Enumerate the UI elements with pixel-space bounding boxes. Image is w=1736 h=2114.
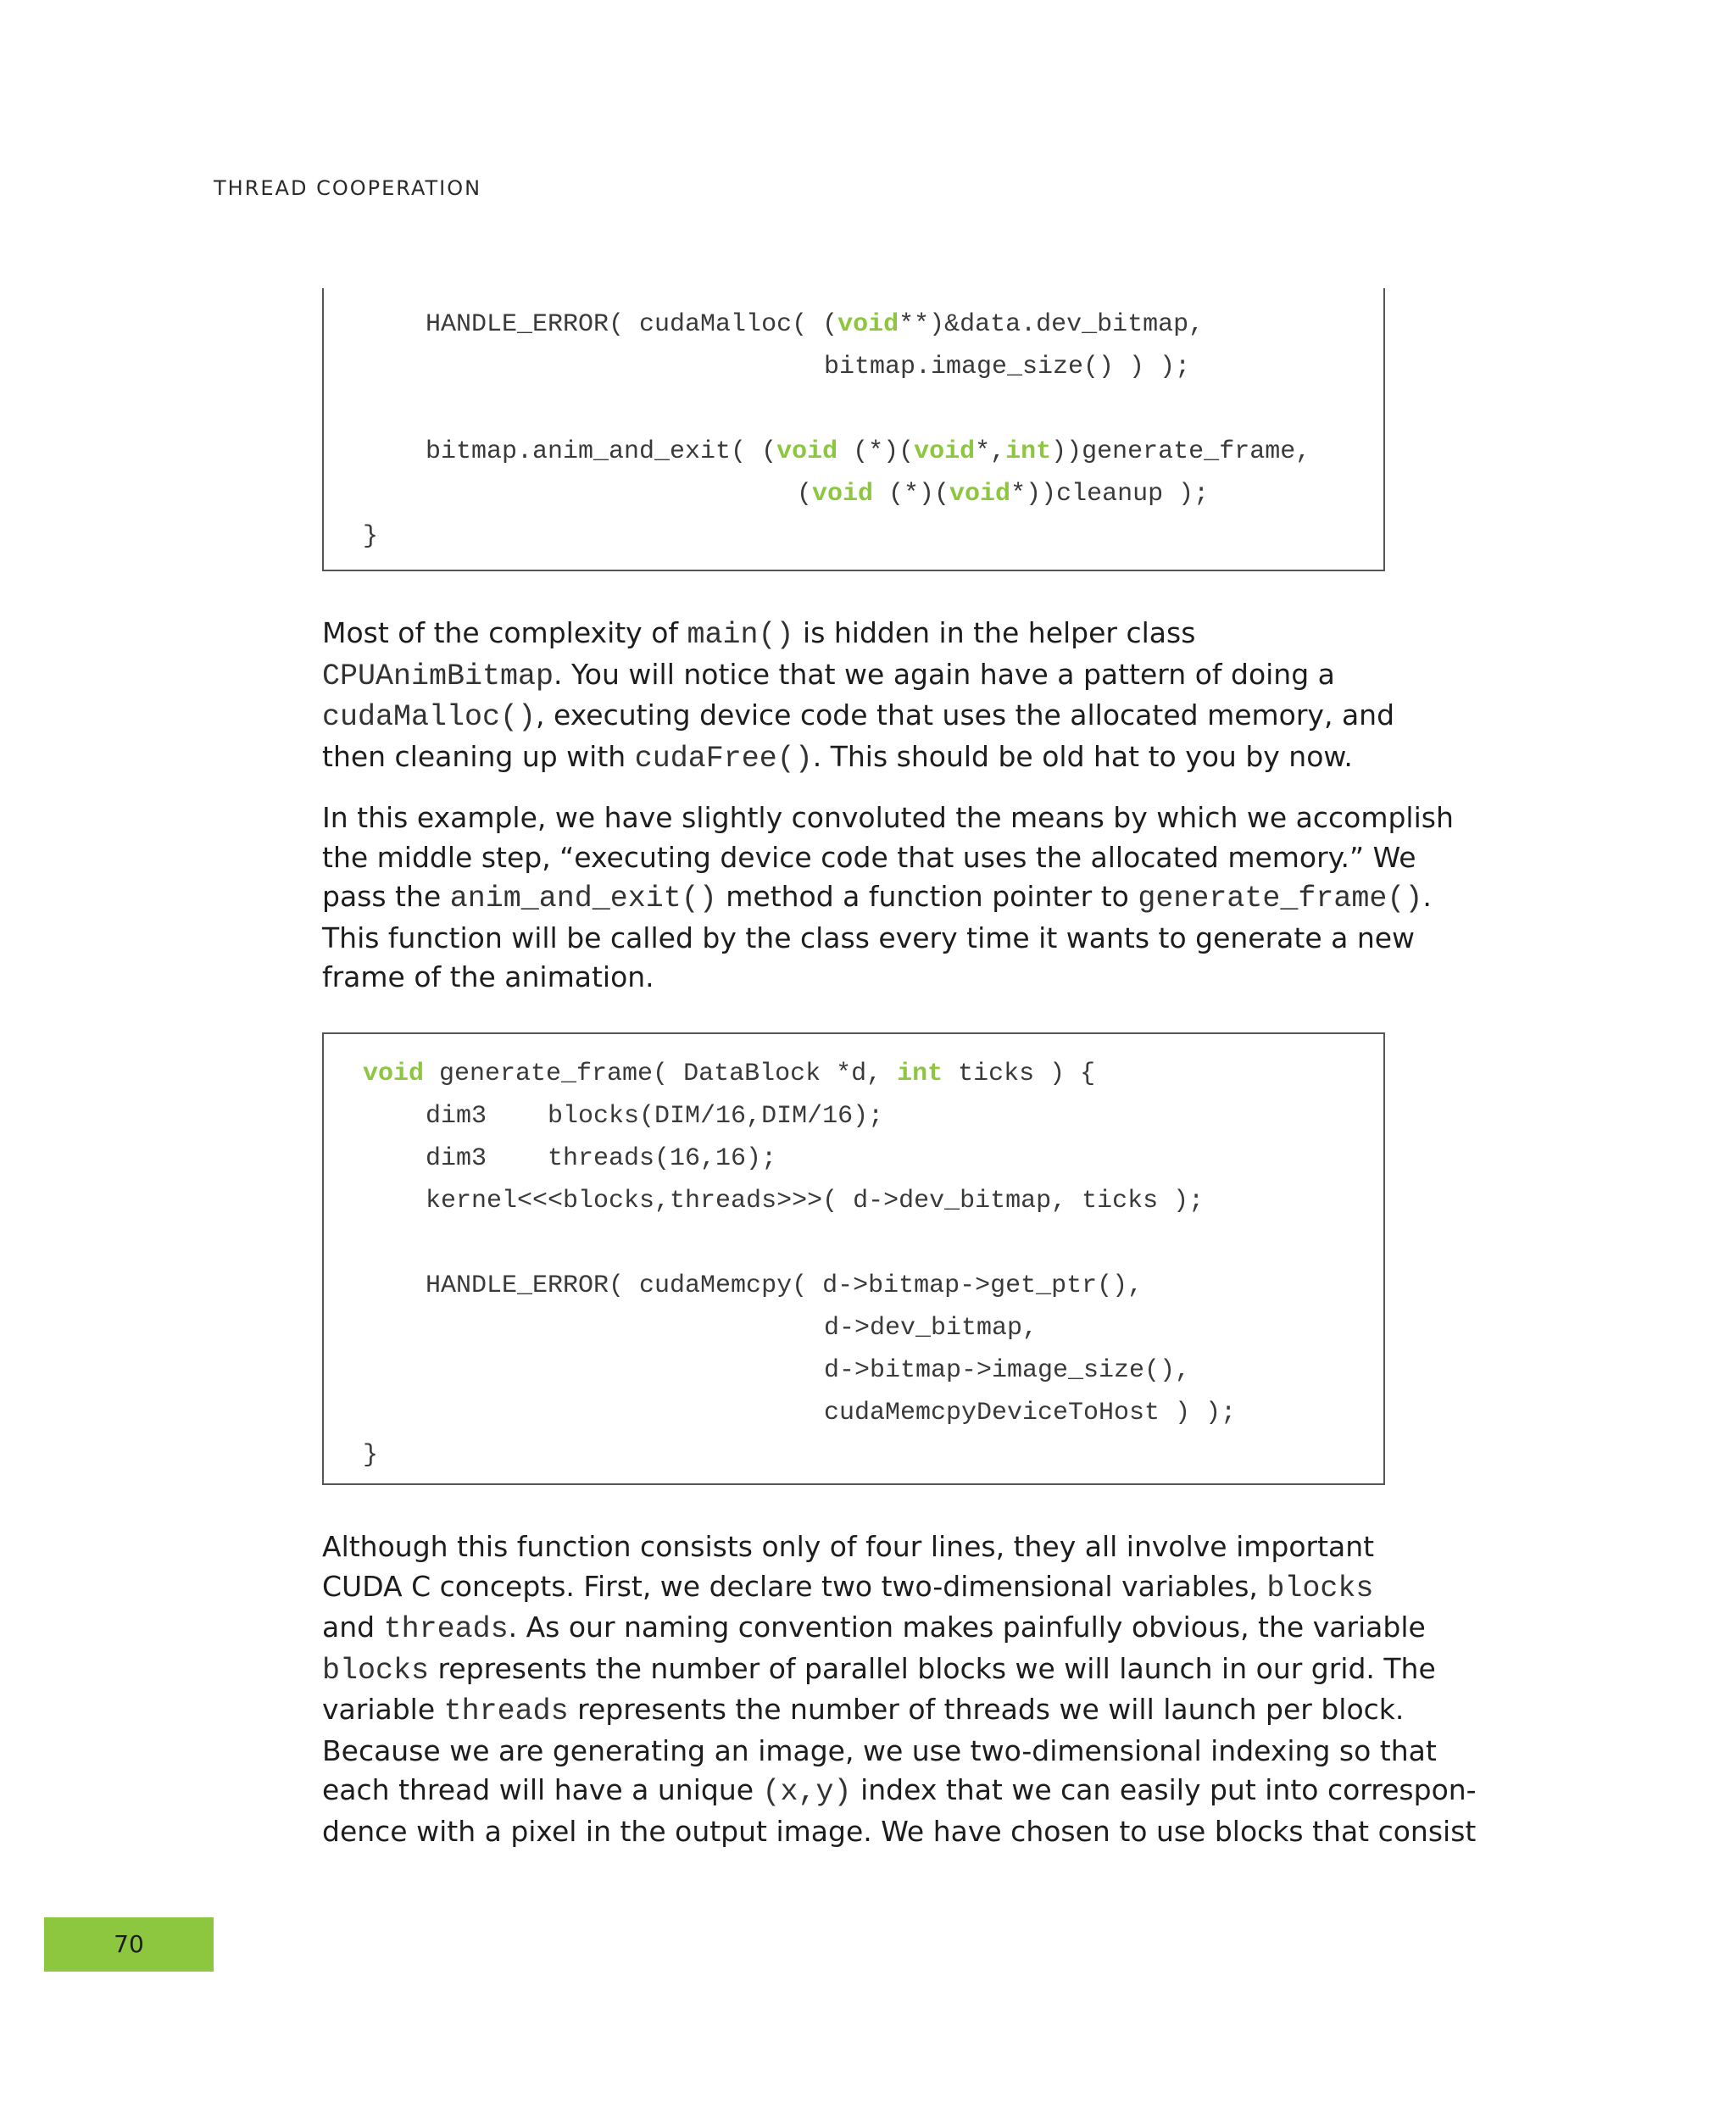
text-run: frame of the animation. [322, 960, 654, 993]
text-run: HANDLE_ERROR( cudaMalloc( ( [426, 310, 838, 339]
code-block-1 [322, 288, 1385, 571]
code-line [797, 473, 1209, 515]
text-run: represents the number of parallel blocks we will launch in our grid. The [429, 1651, 1436, 1685]
text-run: HANDLE_ERROR( cudaMemcpy( d->bitmap->get_ptr(), [426, 1271, 1143, 1300]
text-line [322, 1771, 1477, 1812]
text-run: d->bitmap->image_size(), [824, 1356, 1191, 1385]
text-run: dence with a pixel in the output image. We have chosen to use blocks that consist [322, 1814, 1477, 1848]
code-line [426, 1265, 1143, 1307]
text-line [322, 919, 1424, 959]
inline-code: CPUAnimBitmap [322, 659, 554, 693]
text-run: **)&data.dev_bitmap, [899, 310, 1205, 339]
text-run: variable [322, 1693, 444, 1726]
text-run: . This should be old hat to you by now. [812, 739, 1353, 773]
inline-code: (x,y) [762, 1775, 852, 1809]
code-keyword: void [914, 437, 976, 466]
code-keyword: int [897, 1060, 943, 1088]
text-run: the middle step, “executing device code that uses the allocated memory.” We [322, 840, 1416, 874]
text-run: cudaMemcpyDeviceToHost ) ); [824, 1399, 1237, 1427]
code-keyword: void [776, 437, 838, 466]
inline-code: generate_frame() [1138, 882, 1423, 915]
text-run: pass the [322, 880, 450, 913]
code-keyword: void [837, 310, 899, 339]
text-run: } [363, 522, 379, 551]
code-line [824, 1392, 1236, 1434]
paragraph-3 [322, 1527, 1477, 1851]
page-number: 70 [114, 1930, 144, 1958]
text-run: dim3 threads(16,16); [426, 1144, 777, 1173]
text-line [322, 696, 1424, 737]
inline-code: threads [443, 1694, 569, 1728]
text-run: index that we can easily put into correspon- [851, 1773, 1477, 1806]
text-line [322, 877, 1432, 919]
text-line [322, 798, 1454, 838]
inline-code: blocks [1266, 1571, 1374, 1605]
text-run: . You will notice that we again have a pattern of doing a [554, 657, 1335, 691]
text-line [322, 958, 1424, 998]
page-number-tab [44, 1917, 214, 1972]
text-run: (*)( [837, 437, 915, 466]
inline-code: cudaMalloc() [322, 700, 537, 734]
code-keyword: void [949, 480, 1011, 509]
code-line [426, 303, 1204, 346]
text-run: represents the number of threads we will launch per block. [568, 1693, 1405, 1726]
inline-code: threads [383, 1612, 509, 1646]
inline-code: blocks [322, 1653, 430, 1688]
code-line [426, 1180, 1204, 1222]
text-line [322, 614, 1424, 655]
text-line [322, 838, 1424, 878]
code-block-2 [322, 1032, 1385, 1485]
code-line [363, 1053, 1095, 1095]
text-run: method a function pointer to [716, 880, 1138, 913]
text-line [322, 1567, 1424, 1609]
inline-code: main() [687, 618, 794, 652]
code-line [363, 515, 378, 558]
code-line [824, 1307, 1038, 1349]
text-run: dim3 blocks(DIM/16,DIM/16); [426, 1102, 884, 1131]
text-line [322, 1527, 1424, 1567]
text-run: (*)( [873, 480, 950, 509]
text-line [322, 1690, 1424, 1732]
inline-code: anim_and_exit() [449, 882, 717, 915]
text-line [322, 1812, 1477, 1852]
running-head: THREAD COOPERATION [214, 176, 482, 200]
code-keyword: void [812, 480, 874, 509]
text-run: bitmap.anim_and_exit( ( [426, 437, 777, 466]
code-keyword: int [1005, 437, 1052, 466]
code-line [426, 431, 1310, 473]
text-run: This function will be called by the class every time it wants to generate a new [322, 921, 1416, 954]
code-line [824, 1349, 1190, 1392]
text-run: . As our naming convention makes painfully obvious, the variable [508, 1611, 1426, 1644]
text-run: *))cleanup ); [1010, 480, 1210, 509]
code-line [426, 1095, 883, 1138]
paragraph-2 [322, 798, 1454, 998]
text-run: kernel<<<blocks,threads>>>( d->dev_bitmap, ticks ); [426, 1187, 1205, 1216]
text-run: bitmap.image_size() ) ); [824, 353, 1191, 381]
text-run: ticks ) { [943, 1060, 1096, 1088]
text-line [322, 1608, 1424, 1649]
text-run: In this example, we have slightly convoluted the means by which we accomplish [322, 801, 1454, 834]
text-line [322, 1732, 1437, 1772]
code-keyword: void [363, 1060, 425, 1088]
text-run: , executing device code that uses the allocated memory, and [536, 698, 1395, 732]
text-run: . [1422, 880, 1432, 913]
text-run: CUDA C concepts. First, we declare two two-dimensional variables, [322, 1569, 1267, 1603]
code-line [363, 1434, 378, 1477]
text-run: ( [797, 480, 813, 509]
text-run: } [363, 1441, 379, 1470]
text-run: Because we are generating an image, we use two-dimensional indexing so that [322, 1733, 1437, 1767]
text-run: is hidden in the helper class [793, 616, 1196, 649]
code-line [824, 346, 1190, 388]
text-line [322, 655, 1424, 697]
text-run: and [322, 1611, 384, 1644]
text-line [322, 737, 1424, 779]
paragraph-1 [322, 614, 1424, 778]
text-run: generate_frame( DataBlock *d, [424, 1060, 898, 1088]
text-run: d->dev_bitmap, [824, 1314, 1038, 1343]
text-run: ))generate_frame, [1051, 437, 1311, 466]
code-line [426, 1138, 776, 1180]
text-run: then cleaning up with [322, 739, 635, 773]
inline-code: cudaFree() [634, 741, 813, 776]
text-run: Most of the complexity of [322, 616, 687, 649]
text-run: Although this function consists only of four lines, they all involve important [322, 1530, 1375, 1563]
text-line [322, 1649, 1436, 1691]
text-run: *, [975, 437, 1006, 466]
text-run: each thread will have a unique [322, 1773, 763, 1806]
